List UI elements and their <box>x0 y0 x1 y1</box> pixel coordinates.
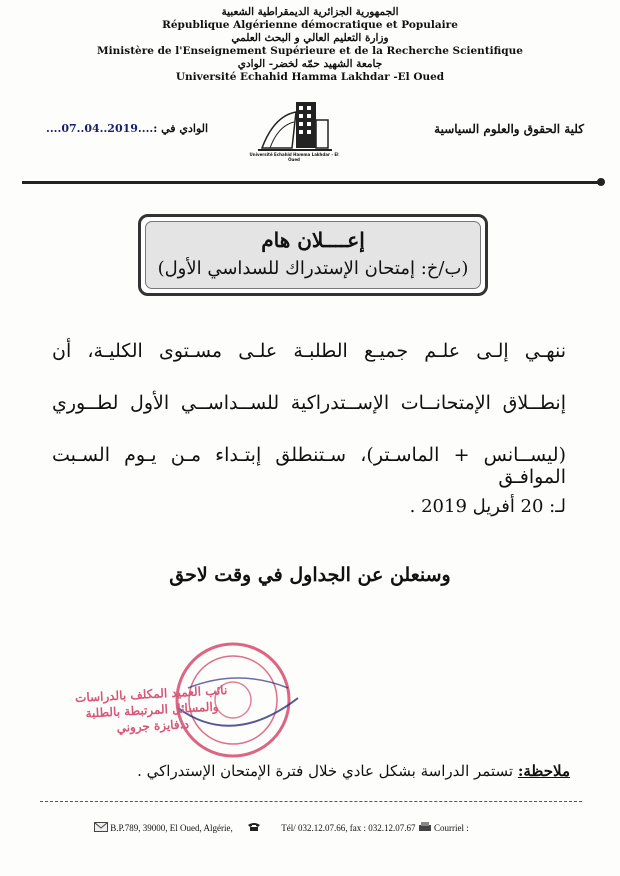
date-line <box>46 122 208 135</box>
footer <box>94 822 564 834</box>
signature-block <box>71 682 233 738</box>
footer-divider <box>40 801 582 802</box>
header-line-arabic-university: جامعة الشهيد حمّه لخضر- الوادي <box>237 58 383 70</box>
body-line-4: لـ: 20 أفريل 2019 . <box>409 496 566 517</box>
body-line-3: (ليســانس + الماسـتر)، سـتنطلق إبتـداء مـن يـوم السـبت الموافـق <box>52 444 566 488</box>
faculty-name: كلية الحقوق والعلوم السياسية <box>434 122 584 136</box>
body-line-2: إنطــلاق الإمتحانــات الإســتدراكية للســداســي الأول لطــوري <box>52 392 566 414</box>
closing-statement: وسنعلن عن الجداول في وقت لاحق <box>169 564 451 586</box>
announcement-title: إعــــلان هام <box>261 228 365 252</box>
university-building-logo <box>249 96 339 164</box>
body-line-1: ننهـي إلـى علـم جميـع الطلبـة علـى مسـتوى الكليـة، أن <box>52 340 566 362</box>
note-label: ملاحظة: <box>517 762 570 780</box>
signature-name: د.فايزة جروني <box>116 717 190 735</box>
fax-icon <box>418 822 432 834</box>
header-line-arabic-ministry: وزارة التعليم العالي و البحث العلمي <box>231 32 389 44</box>
date-label: الوادي في : <box>153 122 209 135</box>
header-divider <box>22 181 598 184</box>
footer-phone-fax: Tél/ 032.12.07.66, fax : 032.12.07.67 <box>281 823 416 833</box>
note <box>137 762 570 780</box>
divider-end-dot <box>597 178 605 186</box>
announcement-box <box>138 214 488 296</box>
telephone-icon <box>247 822 261 834</box>
header-line-arabic-republic: الجمهورية الجزائرية الديمقراطية الشعبية <box>221 6 399 18</box>
header-line-french-republic: République Algérienne démocratique et Populaire <box>162 19 458 31</box>
date-value: ....2019..04..07.... <box>46 122 154 135</box>
header-line-french-university: Université Echahid Hamma Lakhdar -El Oued <box>175 71 445 83</box>
logo-caption: Université Echahid Hamma Lakhdar - El Oued <box>249 152 339 162</box>
footer-email-label: Courriel : <box>434 823 469 833</box>
header-line-french-ministry: Ministère de l'Enseignement Supérieure et de la Recherche Scientifique <box>97 45 523 57</box>
envelope-icon <box>94 822 108 834</box>
note-text: تستمر الدراسة بشكل عادي خلال فترة الإمتحان الإستدراكي . <box>137 762 518 780</box>
signature-title-line-2: والمسائل المرتبطة بالطلبة <box>85 699 219 721</box>
announcement-subtitle: (ب/خ: إمتحان الإستدراك للسداسي الأول) <box>157 258 469 279</box>
footer-address: B.P.789, 39000, El Oued, Algérie, <box>110 823 233 833</box>
signature-title-line-1: نائب العميد المكلف بالدراسات <box>74 683 228 705</box>
